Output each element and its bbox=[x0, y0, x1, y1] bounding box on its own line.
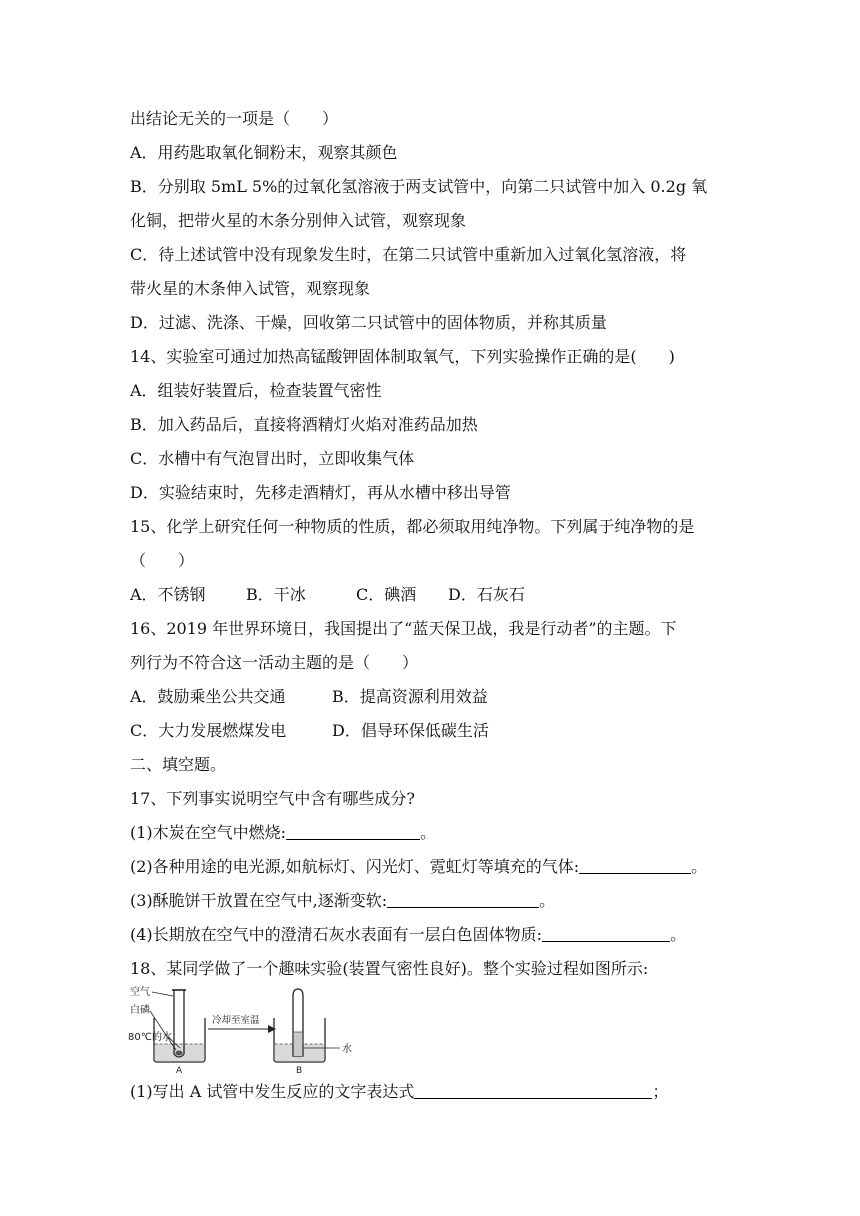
q15-options bbox=[130, 584, 525, 606]
q17-answer-blank-2[interactable] bbox=[579, 857, 691, 874]
q16-option-b: B．提高资源利用效益 bbox=[332, 687, 488, 706]
q13-option-c-line1: C．待上述试管中没有现象发生时，在第二只试管中重新加入过氧化氢溶液，将 bbox=[130, 245, 687, 264]
q13-option-a: A．用药匙取氧化铜粉末，观察其颜色 bbox=[130, 143, 398, 162]
q16-stem-line1: 16、2019 年世界环境日，我国提出了“蓝天保卫战，我是行动者”的主题。下 bbox=[130, 619, 677, 638]
q13-option-b-line1: B．分别取 5mL 5%的过氧化氢溶液于两支试管中，向第二只试管中加入 0.2g 氧 bbox=[130, 177, 708, 196]
q14-option-b: B．加入药品后，直接将酒精灯火焰对准药品加热 bbox=[130, 415, 478, 434]
label-air: 空气 bbox=[130, 987, 150, 998]
q17-stem: 17、下列事实说明空气中含有哪些成分? bbox=[130, 789, 415, 808]
q15-option-a: A．不锈钢 bbox=[130, 585, 206, 604]
q15-option-b: B．干冰 bbox=[246, 585, 306, 604]
q17-part3 bbox=[130, 890, 555, 912]
q13-stem-tail: 出结论无关的一项是（ ） bbox=[130, 109, 339, 128]
q13-option-c-line2: 带火星的木条伸入试管，观察现象 bbox=[130, 279, 371, 298]
q17-part4-text: (4)长期放在空气中的澄清石灰水表面有一层白色固体物质: bbox=[130, 925, 543, 944]
test-tube-b bbox=[293, 989, 303, 1056]
q16-options-row2 bbox=[130, 720, 489, 742]
label-white-phosphorus: 白磷 bbox=[130, 1005, 150, 1016]
q17-answer-blank-4[interactable] bbox=[542, 925, 670, 942]
q13-option-b-line2: 化铜，把带火星的木条分别伸入试管，观察现象 bbox=[130, 211, 467, 230]
q15-stem-line2: （ ） bbox=[130, 551, 195, 570]
q15-option-d: D．石灰石 bbox=[448, 585, 525, 604]
label-hot-water: 80℃的水 bbox=[128, 1032, 172, 1043]
q17-part3-end: 。 bbox=[539, 891, 556, 910]
q14-option-c: C．水槽中有气泡冒出时，立即收集气体 bbox=[130, 449, 415, 468]
q16-stem-line2: 列行为不符合这一活动主题的是（ ） bbox=[130, 653, 419, 672]
q17-part2-text: (2)各种用途的电光源,如航标灯、闪光灯、霓虹灯等填充的气体: bbox=[130, 857, 580, 876]
section-title-fill-in: 二、填空题。 bbox=[130, 755, 227, 774]
q17-part2-end: 。 bbox=[691, 857, 708, 876]
q17-part1-end: 。 bbox=[420, 823, 437, 842]
q16-option-d: D．倡导环保低碳生活 bbox=[332, 721, 489, 740]
q13-option-d: D．过滤、洗涤、干燥，回收第二只试管中的固体物质，并称其质量 bbox=[130, 313, 607, 332]
q15-option-c: C．碘酒 bbox=[356, 585, 417, 604]
q16-option-a: A．鼓励乘坐公共交通 bbox=[130, 687, 286, 706]
q14-stem: 14、实验室可通过加热高锰酸钾固体制取氧气，下列实验操作正确的是( ) bbox=[130, 347, 675, 366]
q14-option-a: A．组装好装置后，检查装置气密性 bbox=[130, 381, 382, 400]
q14-option-d: D．实验结束时，先移走酒精灯，再从水槽中移出导管 bbox=[130, 483, 511, 502]
q17-part1 bbox=[130, 822, 436, 844]
q17-part3-text: (3)酥脆饼干放置在空气中,逐渐变软: bbox=[130, 891, 388, 910]
q18-answer-blank-1[interactable] bbox=[414, 1082, 652, 1099]
q15-stem-line1: 15、化学上研究任何一种物质的性质，都必须取用纯净物。下列属于纯净物的是 bbox=[130, 517, 695, 536]
q16-option-c: C．大力发展燃煤发电 bbox=[130, 721, 287, 740]
q17-answer-blank-1[interactable] bbox=[286, 823, 420, 840]
q17-part4 bbox=[130, 924, 686, 946]
q16-options-row1 bbox=[130, 686, 488, 708]
label-cool-to-room-temp: 冷却至室温 bbox=[212, 1015, 260, 1026]
experiment-figure bbox=[128, 982, 368, 1074]
q17-part4-end: 。 bbox=[670, 925, 687, 944]
q18-stem: 18、某同学做了一个趣味实验(装置气密性良好)。整个实验过程如图所示: bbox=[130, 959, 649, 978]
label-water: 水 bbox=[342, 1044, 352, 1055]
q18-part1-end: ； bbox=[652, 1082, 669, 1101]
q17-part1-text: (1)木炭在空气中燃烧: bbox=[130, 823, 287, 842]
label-b: B bbox=[296, 1066, 303, 1074]
q17-answer-blank-3[interactable] bbox=[387, 891, 539, 908]
label-a: A bbox=[176, 1066, 183, 1074]
arrow-head bbox=[268, 1025, 276, 1033]
q17-part2 bbox=[130, 856, 707, 878]
q18-part1-text: (1)写出 A 试管中发生反应的文字表达式 bbox=[130, 1082, 415, 1101]
q18-part1 bbox=[130, 1081, 668, 1103]
